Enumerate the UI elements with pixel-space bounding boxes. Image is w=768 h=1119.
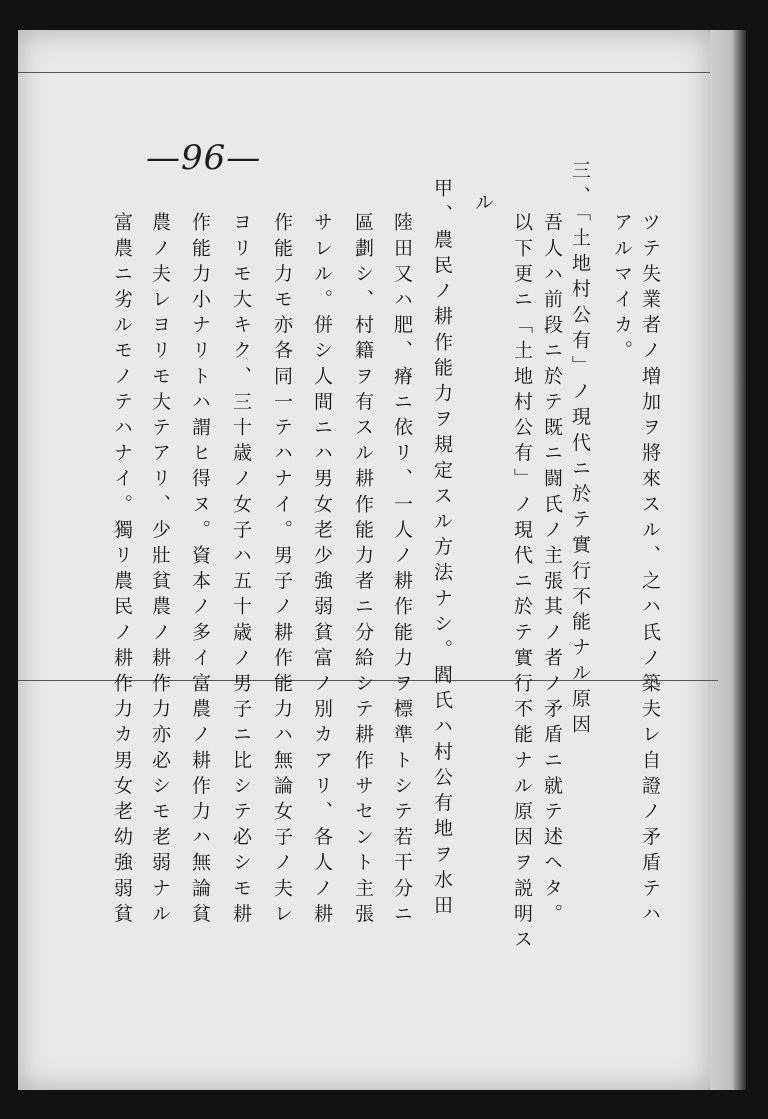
text-column: 作能力モ亦各同一テハナイ。男子ノ耕作能力ハ無論女子ノ夫レ xyxy=(271,212,293,929)
text-column: サレル。併シ人間ニハ男女老少強弱貧富ノ別カアリ、各人ノ耕 xyxy=(311,212,333,929)
text-column: 三、「土地村公有」ノ現代ニ於テ實行不能ナル原因 xyxy=(569,160,591,740)
text-column: 甲、農民ノ耕作能力ヲ規定スル方法ナシ。閻氏ハ村公有地ヲ水田 xyxy=(431,178,453,921)
text-column: ツテ失業者ノ増加ヲ將來スル、之ハ氏ノ築夫レ自證ノ矛盾テハ xyxy=(639,212,661,929)
text-column: 富農ニ劣ルモノテハナイ。獨リ農民ノ耕作力カ男女老幼強弱貧 xyxy=(111,212,133,929)
page-edge xyxy=(710,30,746,1090)
text-column: 以下更ニ「土地村公有」ノ現代ニ於テ實行不能ナル原因ヲ説明ス xyxy=(511,212,533,955)
page-number: —96— xyxy=(146,138,262,178)
text-column: アルマイカ。 xyxy=(611,212,633,366)
text-column: 農ノ夫レヨリモ大テアリ、少壯貧農ノ耕作力亦必シモ老弱ナル xyxy=(149,212,171,929)
text-column: 陸田又ハ肥、瘠ニ依リ、一人ノ耕作能力ヲ標準トシテ若干分ニ xyxy=(391,212,413,929)
text-column: 吾人ハ前段ニ於テ既ニ闘氏ノ主張其ノ者ノ矛盾ニ就テ述ヘタ。 xyxy=(541,212,563,929)
text-column: 區劃シ、村籍ヲ有スル耕作能力者ニ分給シテ耕作サセント主張 xyxy=(352,212,374,929)
text-column: ヨリモ大キク、三十歳ノ女子ハ五十歳ノ男子ニ比シテ必シモ耕 xyxy=(230,212,252,929)
scan-artifact-line-top xyxy=(18,72,710,73)
text-column: 作能力小ナリトハ謂ヒ得ヌ。資本ノ多イ富農ノ耕作力ハ無論貧 xyxy=(189,212,211,929)
text-column: ル xyxy=(472,192,494,218)
